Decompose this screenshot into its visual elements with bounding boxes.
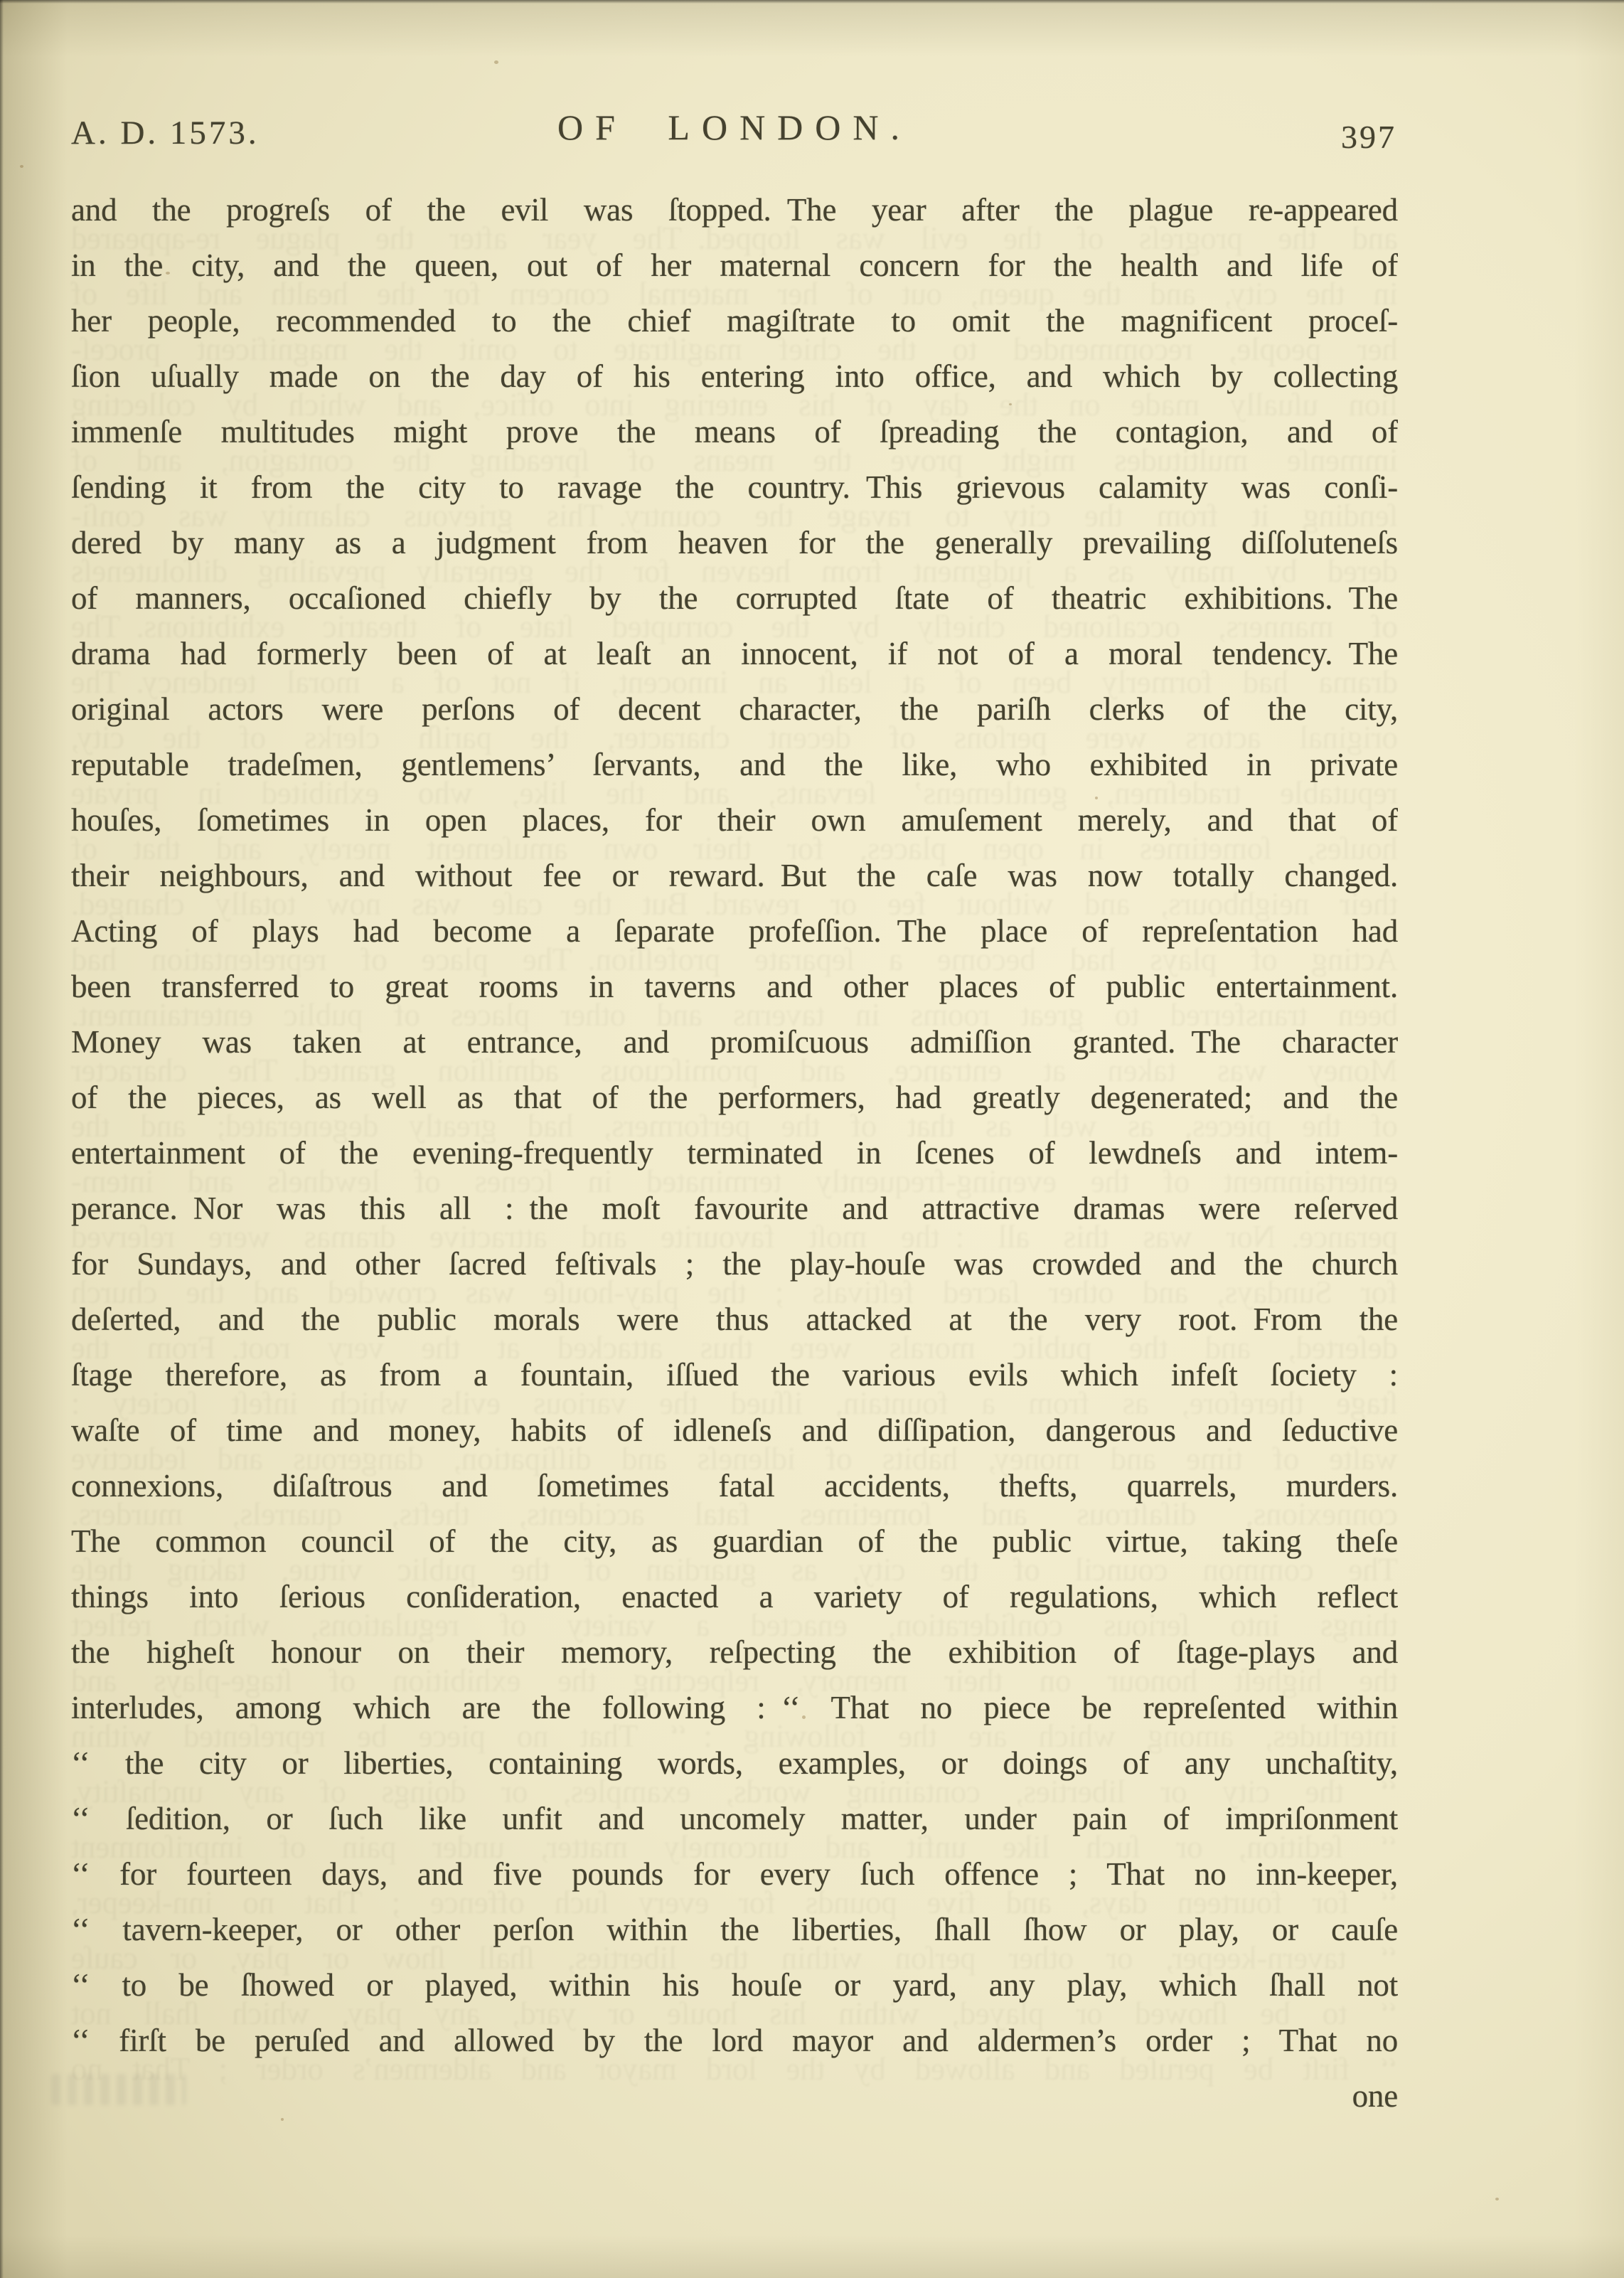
running-title: OF LONDON.: [557, 107, 912, 147]
ghost-text-line: immenſe multitudes might prove the means of ſpreading the contagion, and of: [71, 442, 1398, 478]
ghost-text-line: and the progreſs of the evil was ſtopped. The year after the plague re-appeared: [71, 220, 1398, 256]
ghost-text-line: ‘‘ firſt be peruſed and allowed by the lord mayor and aldermen’s order ; That no: [71, 2051, 1398, 2087]
ghost-text-line: reputable tradeſmen, gentlemens’ ſervants, and the like, who exhibited in private: [71, 775, 1398, 811]
text-line: of the pieces, as well as that of the performers, had greatly degenerated; and the: [71, 1080, 1398, 1115]
text-line: Money was taken at entrance, and promiſcuous admiſſion granted. The character: [71, 1024, 1398, 1060]
text-line: ‘‘ firſt be peruſed and allowed by the lord mayor and aldermen’s order ; That no: [71, 2023, 1398, 2058]
text-line: reputable tradeſmen, gentlemens’ ſervants, and the like, who exhibited in private: [71, 747, 1398, 782]
ghost-text-line: ſion uſually made on the day of his entering into office, and which by collecting: [71, 387, 1398, 422]
text-line: houſes, ſometimes in open places, for their own amuſement merely, and that of: [71, 802, 1398, 838]
ghost-text-line: ‘‘ tavern-keeper, or other perſon within the liberties, ſhall ſhow or play, or cauſe: [71, 1940, 1398, 1976]
text-line: ‘‘ ſedition, or ſuch like unfit and uncomely matter, under pain of impriſonment: [71, 1801, 1398, 1836]
catchword: one: [1352, 2078, 1398, 2114]
ghost-text-line: entertainment of the evening-frequently terminated in ſcenes of lewdneſs and intem-: [71, 1164, 1398, 1199]
ghost-text-line: for Sundays, and other ſacred feſtivals ; the play-houſe was crowded and the church: [71, 1274, 1398, 1310]
text-line: ſending it from the city to ravage the country. This grievous calamity was conſi-: [71, 469, 1398, 505]
text-line: things into ſerious conſideration, enacted a variety of regulations, which reflect: [71, 1579, 1398, 1614]
text-line: ſtage therefore, as from a fountain, iſſued the various evils which infeſt ſociety :: [71, 1357, 1398, 1393]
text-line: their neighbours, and without fee or reward. But the caſe was now totally changed.: [71, 858, 1398, 893]
text-line: in the city, and the queen, out of her maternal concern for the health and life of: [71, 248, 1398, 283]
ghost-text-line: ‘‘ ſedition, or ſuch like unfit and uncomely matter, under pain of impriſonment: [71, 1829, 1398, 1865]
ghost-text-line: The common council of the city, as guardian of the public virtue, taking theſe: [71, 1552, 1398, 1587]
scan-edge-top: [0, 0, 1624, 4]
paper-speck: [1009, 403, 1012, 405]
text-line: The common council of the city, as guardian of the public virtue, taking theſe: [71, 1523, 1398, 1559]
text-line: ſion uſually made on the day of his entering into office, and which by collecting: [71, 358, 1398, 394]
text-line: been transferred to great rooms in taverns and other places of public entertainment.: [71, 969, 1398, 1004]
body-text: [71, 182, 1398, 2124]
text-line: waſte of time and money, habits of idleneſs and diſſipation, dangerous and ſeductive: [71, 1412, 1398, 1448]
text-line: and the progreſs of the evil was ſtopped. The year after the plague re-appeared: [71, 192, 1398, 228]
ghost-text-line: original actors were perſons of decent character, the pariſh clerks of the city,: [71, 720, 1398, 755]
text-line: interludes, among which are the following : ‘‘ That no piece be repreſented within: [71, 1690, 1398, 1725]
text-line: for Sundays, and other ſacred feſtivals ; the play-houſe was crowded and the church: [71, 1246, 1398, 1282]
paper-speck: [166, 272, 170, 275]
ghost-text-line: Money was taken at entrance, and promiſcuous admiſſion granted. The character: [71, 1053, 1398, 1088]
ghost-text-line: interludes, among which are the following : ‘‘ That no piece be repreſented within: [71, 1718, 1398, 1754]
ghost-text-line: ‘‘ the city or liberties, containing words, examples, or doings of any unchaſtity,: [71, 1774, 1398, 1809]
ghost-text-line: Acting of plays had become a ſeparate profeſſion. The place of repreſentation had: [71, 942, 1398, 977]
ghost-text-line: ‘‘ for fourteen days, and five pounds for every ſuch offence ; That no inn-keeper,: [71, 1885, 1398, 1920]
ghost-text-line: of the pieces, as well as that of the performers, had greatly degenerated; and the: [71, 1108, 1398, 1144]
text-line: entertainment of the evening-frequently terminated in ſcenes of lewdneſs and intem-: [71, 1135, 1398, 1171]
ghost-text-line: waſte of time and money, habits of idleneſs and diſſipation, dangerous and ſeductive: [71, 1441, 1398, 1476]
paper-speck: [494, 60, 498, 64]
text-line: her people, recommended to the chief magiſtrate to omit the magnificent proceſ-: [71, 303, 1398, 339]
paper-speck: [802, 1715, 806, 1719]
ghost-text-line: perance. Nor was this all : the moſt favourite and attractive dramas were reſerved: [71, 1219, 1398, 1255]
text-line: ‘‘ for fourteen days, and five pounds for every ſuch offence ; That no inn-keeper,: [71, 1856, 1398, 1892]
paper-speck: [281, 2118, 284, 2121]
ghost-text-line: ‘‘ to be ſhowed or played, within his houſe or yard, any play, which ſhall not: [71, 1996, 1398, 2031]
ghost-text-line: their neighbours, and without fee or reward. But the caſe was now totally changed.: [71, 886, 1398, 922]
text-line: connexions, diſaſtrous and ſometimes fatal accidents, thefts, quarrels, murders.: [71, 1468, 1398, 1503]
text-line: drama had formerly been of at leaſt an innocent, if not of a moral tendency. The: [71, 636, 1398, 671]
ghost-text-line: deſerted, and the public morals were thus attacked at the very root. From the: [71, 1330, 1398, 1366]
ghost-text-line: connexions, diſaſtrous and ſometimes fatal accidents, thefts, quarrels, murders.: [71, 1496, 1398, 1532]
ghost-text-line: drama had formerly been of at leaſt an innocent, if not of a moral tendency. The: [71, 664, 1398, 700]
text-line: Acting of plays had become a ſeparate profeſſion. The place of repreſentation had: [71, 913, 1398, 949]
text-line: ‘‘ tavern-keeper, or other perſon within the liberties, ſhall ſhow or play, or cauſe: [71, 1912, 1398, 1947]
ghost-text-line: ſending it from the city to ravage the country. This grievous calamity was conſi-: [71, 498, 1398, 533]
page-header: [71, 107, 1398, 164]
text-line: ‘‘ the city or liberties, containing words, examples, or doings of any unchaſtity,: [71, 1745, 1398, 1781]
scan-edge-left: [0, 0, 4, 2278]
text-line: dered by many as a judgment from heaven for the generally prevailing diſſoluteneſs: [71, 525, 1398, 560]
text-line: the higheſt honour on their memory, reſpecting the exhibition of ſtage-plays and: [71, 1634, 1398, 1670]
margin-date-label: A. D. 1573.: [71, 115, 260, 151]
text-line: perance. Nor was this all : the moſt favourite and attractive dramas were reſerved: [71, 1191, 1398, 1226]
text-line: deſerted, and the public morals were thus attacked at the very root. From the: [71, 1302, 1398, 1337]
ghost-text-line: been transferred to great rooms in taverns and other places of public entertainment.: [71, 997, 1398, 1033]
ghost-text-line: of manners, occaſioned chiefly by the corrupted ſtate of theatric exhibitions. The: [71, 609, 1398, 644]
ghost-text-line: dered by many as a judgment from heaven for the generally prevailing diſſoluteneſs: [71, 553, 1398, 589]
page-number: 397: [1341, 119, 1396, 155]
text-line: of manners, occaſioned chiefly by the corrupted ſtate of theatric exhibitions. The: [71, 580, 1398, 616]
text-line: original actors were perſons of decent character, the pariſh clerks of the city,: [71, 691, 1398, 727]
faded-stamp-mark: [51, 2074, 186, 2105]
paper-speck: [1495, 2198, 1499, 2200]
ghost-text-line: her people, recommended to the chief magiſtrate to omit the magnificent proceſ-: [71, 331, 1398, 367]
ghost-text-line: houſes, ſometimes in open places, for their own amuſement merely, and that of: [71, 831, 1398, 866]
text-line: immenſe multitudes might prove the means of ſpreading the contagion, and of: [71, 414, 1398, 449]
ghost-text-line: the higheſt honour on their memory, reſpecting the exhibition of ſtage-plays and: [71, 1663, 1398, 1698]
paper-speck: [1095, 797, 1098, 799]
ghost-text-line: ſtage therefore, as from a fountain, iſſued the various evils which infeſt ſociety :: [71, 1385, 1398, 1421]
text-line: ‘‘ to be ſhowed or played, within his houſe or yard, any play, which ſhall not: [71, 1967, 1398, 2003]
ghost-text-line: things into ſerious conſideration, enacted a variety of regulations, which reflect: [71, 1607, 1398, 1643]
paper-speck: [20, 165, 23, 168]
ghost-text-line: in the city, and the queen, out of her maternal concern for the health and life of: [71, 276, 1398, 312]
